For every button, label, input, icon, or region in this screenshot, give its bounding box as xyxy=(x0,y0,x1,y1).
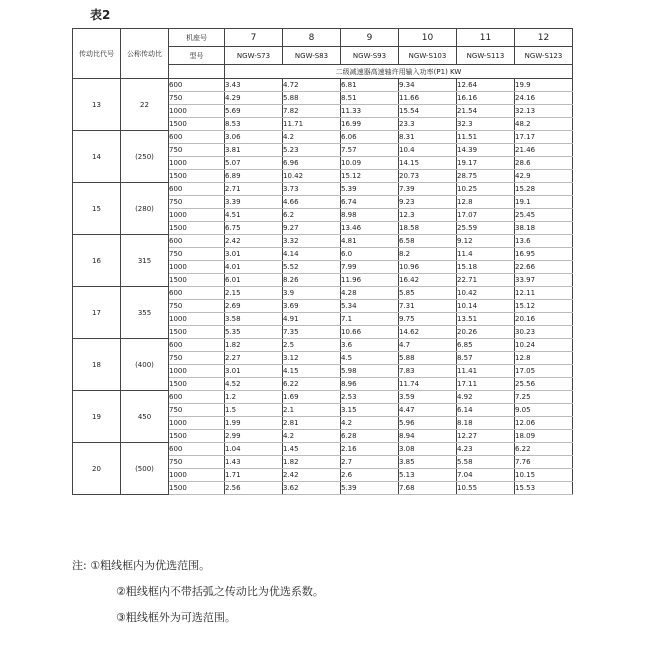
table-row xyxy=(73,235,573,248)
speed-cell: 1500 xyxy=(169,430,225,443)
power-value-cell: 18.58 xyxy=(399,222,457,235)
power-value-cell: 7.57 xyxy=(341,144,399,157)
power-value-cell: 6.14 xyxy=(457,404,515,417)
power-value-cell: 11.33 xyxy=(341,105,399,118)
power-value-cell: 5.58 xyxy=(457,456,515,469)
power-table xyxy=(72,28,573,495)
power-value-cell: 10.14 xyxy=(457,300,515,313)
power-value-cell: 1.71 xyxy=(225,469,283,482)
power-value-cell: 7.83 xyxy=(399,365,457,378)
power-value-cell: 1.43 xyxy=(225,456,283,469)
power-value-cell: 21.54 xyxy=(457,105,515,118)
power-value-cell: 11.66 xyxy=(399,92,457,105)
table-row xyxy=(73,79,573,92)
speed-cell: 750 xyxy=(169,144,225,157)
power-value-cell: 19.1 xyxy=(515,196,573,209)
power-value-cell: 6.89 xyxy=(225,170,283,183)
power-value-cell: 7.35 xyxy=(283,326,341,339)
power-value-cell: 2.71 xyxy=(225,183,283,196)
power-value-cell: 5.39 xyxy=(341,482,399,495)
frame-10: 10 xyxy=(399,29,457,47)
power-value-cell: 33.97 xyxy=(515,274,573,287)
power-value-cell: 11.51 xyxy=(457,131,515,144)
power-value-cell: 5.34 xyxy=(341,300,399,313)
power-value-cell: 5.35 xyxy=(225,326,283,339)
nominal-ratio: 22 xyxy=(121,79,169,131)
speed-cell: 750 xyxy=(169,92,225,105)
power-value-cell: 13.51 xyxy=(457,313,515,326)
power-value-cell: 5.85 xyxy=(399,287,457,300)
power-value-cell: 3.58 xyxy=(225,313,283,326)
power-value-cell: 17.11 xyxy=(457,378,515,391)
power-value-cell: 8.31 xyxy=(399,131,457,144)
nominal-ratio: 450 xyxy=(121,391,169,443)
power-value-cell: 6.06 xyxy=(341,131,399,144)
speed-cell: 750 xyxy=(169,456,225,469)
power-value-cell: 7.04 xyxy=(457,469,515,482)
power-value-cell: 5.88 xyxy=(399,352,457,365)
power-value-cell: 2.42 xyxy=(225,235,283,248)
power-value-cell: 6.96 xyxy=(283,157,341,170)
speed-cell: 1000 xyxy=(169,365,225,378)
power-value-cell: 15.53 xyxy=(515,482,573,495)
power-value-cell: 8.51 xyxy=(341,92,399,105)
model-s113: NGW-S113 xyxy=(457,47,515,65)
power-value-cell: 30.23 xyxy=(515,326,573,339)
speed-cell: 1000 xyxy=(169,313,225,326)
power-value-cell: 3.6 xyxy=(341,339,399,352)
power-value-cell: 4.81 xyxy=(341,235,399,248)
notes xyxy=(72,553,324,631)
speed-cell: 600 xyxy=(169,339,225,352)
frame-11: 11 xyxy=(457,29,515,47)
power-value-cell: 1.2 xyxy=(225,391,283,404)
power-value-cell: 16.95 xyxy=(515,248,573,261)
power-value-cell: 3.01 xyxy=(225,365,283,378)
power-value-cell: 3.73 xyxy=(283,183,341,196)
power-value-cell: 20.73 xyxy=(399,170,457,183)
transmission-code: 14 xyxy=(73,131,121,183)
speed-cell: 1000 xyxy=(169,105,225,118)
power-value-cell: 1.82 xyxy=(225,339,283,352)
power-value-cell: 4.66 xyxy=(283,196,341,209)
power-value-cell: 7.99 xyxy=(341,261,399,274)
power-value-cell: 3.06 xyxy=(225,131,283,144)
power-value-cell: 12.3 xyxy=(399,209,457,222)
power-value-cell: 25.56 xyxy=(515,378,573,391)
power-value-cell: 5.98 xyxy=(341,365,399,378)
power-value-cell: 9.23 xyxy=(399,196,457,209)
power-value-cell: 4.72 xyxy=(283,79,341,92)
page-title: 表2 xyxy=(90,8,111,22)
power-value-cell: 4.47 xyxy=(399,404,457,417)
power-value-cell: 7.25 xyxy=(515,391,573,404)
power-value-cell: 38.18 xyxy=(515,222,573,235)
speed-cell: 1500 xyxy=(169,274,225,287)
power-value-cell: 7.82 xyxy=(283,105,341,118)
power-value-cell: 1.04 xyxy=(225,443,283,456)
note-1 xyxy=(72,553,324,579)
table-row xyxy=(73,339,573,352)
power-value-cell: 8.57 xyxy=(457,352,515,365)
transmission-code: 13 xyxy=(73,79,121,131)
power-value-cell: 11.41 xyxy=(457,365,515,378)
note-prefix: 注: xyxy=(72,559,87,572)
nominal-ratio-header: 公称传动比 xyxy=(121,29,169,79)
speed-cell: 1000 xyxy=(169,157,225,170)
nominal-ratio: (250) xyxy=(121,131,169,183)
speed-cell: 600 xyxy=(169,443,225,456)
power-value-cell: 22.66 xyxy=(515,261,573,274)
power-value-cell: 4.5 xyxy=(341,352,399,365)
power-value-cell: 3.69 xyxy=(283,300,341,313)
note-2: ②粗线框内不带括弧之传动比为优选系数。 xyxy=(116,585,324,598)
power-value-cell: 3.12 xyxy=(283,352,341,365)
power-value-cell: 16.16 xyxy=(457,92,515,105)
power-value-cell: 2.15 xyxy=(225,287,283,300)
power-value-cell: 6.58 xyxy=(399,235,457,248)
power-value-cell: 5.52 xyxy=(283,261,341,274)
power-value-cell: 28.75 xyxy=(457,170,515,183)
note-3: ③粗线框外为可选范围。 xyxy=(116,611,236,624)
power-value-cell: 5.13 xyxy=(399,469,457,482)
power-value-cell: 15.18 xyxy=(457,261,515,274)
speed-cell: 1000 xyxy=(169,209,225,222)
power-value-cell: 11.74 xyxy=(399,378,457,391)
power-value-cell: 3.01 xyxy=(225,248,283,261)
speed-cell: 600 xyxy=(169,183,225,196)
power-value-cell: 10.09 xyxy=(341,157,399,170)
power-value-cell: 21.46 xyxy=(515,144,573,157)
table-row xyxy=(73,391,573,404)
speed-cell: 750 xyxy=(169,248,225,261)
power-value-cell: 14.39 xyxy=(457,144,515,157)
frame-7: 7 xyxy=(225,29,283,47)
power-value-cell: 10.25 xyxy=(457,183,515,196)
power-value-cell: 2.81 xyxy=(283,417,341,430)
table-row xyxy=(73,287,573,300)
power-value-cell: 14.62 xyxy=(399,326,457,339)
power-value-cell: 8.26 xyxy=(283,274,341,287)
frame-header: 机座号 xyxy=(169,29,225,47)
power-value-cell: 4.15 xyxy=(283,365,341,378)
transmission-code: 18 xyxy=(73,339,121,391)
power-value-cell: 2.7 xyxy=(341,456,399,469)
transmission-code: 19 xyxy=(73,391,121,443)
speed-cell: 600 xyxy=(169,391,225,404)
power-value-cell: 7.39 xyxy=(399,183,457,196)
power-value-cell: 5.23 xyxy=(283,144,341,157)
power-value-cell: 6.81 xyxy=(341,79,399,92)
power-value-cell: 6.2 xyxy=(283,209,341,222)
power-value-cell: 6.85 xyxy=(457,339,515,352)
power-value-cell: 11.96 xyxy=(341,274,399,287)
speed-cell: 600 xyxy=(169,235,225,248)
power-value-cell: 7.76 xyxy=(515,456,573,469)
frame-12: 12 xyxy=(515,29,573,47)
power-value-cell: 4.2 xyxy=(283,430,341,443)
speed-cell: 600 xyxy=(169,287,225,300)
power-value-cell: 6.74 xyxy=(341,196,399,209)
power-value-cell: 3.08 xyxy=(399,443,457,456)
power-value-cell: 9.75 xyxy=(399,313,457,326)
power-value-cell: 3.39 xyxy=(225,196,283,209)
table-row xyxy=(73,183,573,196)
speed-cell: 1500 xyxy=(169,482,225,495)
power-value-cell: 16.42 xyxy=(399,274,457,287)
power-value-cell: 4.29 xyxy=(225,92,283,105)
power-caption: 二级减速器高速轴许用输入功率(P1) KW xyxy=(225,65,573,79)
power-value-cell: 2.1 xyxy=(283,404,341,417)
transmission-code: 16 xyxy=(73,235,121,287)
power-value-cell: 6.22 xyxy=(515,443,573,456)
power-value-cell: 9.12 xyxy=(457,235,515,248)
power-value-cell: 10.66 xyxy=(341,326,399,339)
power-value-cell: 25.45 xyxy=(515,209,573,222)
table-row xyxy=(73,131,573,144)
power-value-cell: 48.2 xyxy=(515,118,573,131)
power-value-cell: 4.7 xyxy=(399,339,457,352)
power-value-cell: 12.11 xyxy=(515,287,573,300)
power-value-cell: 6.0 xyxy=(341,248,399,261)
power-value-cell: 17.07 xyxy=(457,209,515,222)
speed-cell: 750 xyxy=(169,404,225,417)
power-value-cell: 3.59 xyxy=(399,391,457,404)
speed-cell: 1500 xyxy=(169,222,225,235)
power-value-cell: 4.23 xyxy=(457,443,515,456)
power-value-cell: 7.1 xyxy=(341,313,399,326)
power-value-cell: 32.13 xyxy=(515,105,573,118)
frame-8: 8 xyxy=(283,29,341,47)
power-value-cell: 2.42 xyxy=(283,469,341,482)
power-value-cell: 2.6 xyxy=(341,469,399,482)
power-value-cell: 4.92 xyxy=(457,391,515,404)
speed-cell: 1500 xyxy=(169,378,225,391)
speed-cell: 1000 xyxy=(169,417,225,430)
power-value-cell: 4.01 xyxy=(225,261,283,274)
power-value-cell: 8.2 xyxy=(399,248,457,261)
speed-cell: 600 xyxy=(169,79,225,92)
power-value-cell: 4.2 xyxy=(283,131,341,144)
power-value-cell: 5.96 xyxy=(399,417,457,430)
power-value-cell: 12.06 xyxy=(515,417,573,430)
power-value-cell: 13.6 xyxy=(515,235,573,248)
model-s83: NGW-S83 xyxy=(283,47,341,65)
model-s123: NGW-S123 xyxy=(515,47,573,65)
transmission-code: 15 xyxy=(73,183,121,235)
power-value-cell: 3.9 xyxy=(283,287,341,300)
power-value-cell: 12.64 xyxy=(457,79,515,92)
power-value-cell: 10.42 xyxy=(457,287,515,300)
power-value-cell: 2.99 xyxy=(225,430,283,443)
power-value-cell: 8.18 xyxy=(457,417,515,430)
power-value-cell: 2.56 xyxy=(225,482,283,495)
nominal-ratio: 315 xyxy=(121,235,169,287)
power-value-cell: 6.75 xyxy=(225,222,283,235)
power-value-cell: 10.24 xyxy=(515,339,573,352)
model-s73: NGW-S73 xyxy=(225,47,283,65)
power-value-cell: 19.9 xyxy=(515,79,573,92)
nominal-ratio: 355 xyxy=(121,287,169,339)
speed-cell: 750 xyxy=(169,196,225,209)
power-value-cell: 5.69 xyxy=(225,105,283,118)
power-value-cell: 8.98 xyxy=(341,209,399,222)
power-value-cell: 17.05 xyxy=(515,365,573,378)
nominal-ratio: (500) xyxy=(121,443,169,495)
frame-9: 9 xyxy=(341,29,399,47)
power-value-cell: 15.54 xyxy=(399,105,457,118)
power-value-cell: 4.2 xyxy=(341,417,399,430)
power-value-cell: 4.52 xyxy=(225,378,283,391)
power-value-cell: 15.12 xyxy=(341,170,399,183)
power-value-cell: 19.17 xyxy=(457,157,515,170)
model-s103: NGW-S103 xyxy=(399,47,457,65)
power-value-cell: 25.59 xyxy=(457,222,515,235)
power-value-cell: 32.3 xyxy=(457,118,515,131)
power-value-cell: 10.96 xyxy=(399,261,457,274)
power-value-cell: 4.91 xyxy=(283,313,341,326)
speed-cell: 1500 xyxy=(169,118,225,131)
power-value-cell: 22.71 xyxy=(457,274,515,287)
transmission-code: 20 xyxy=(73,443,121,495)
model-header: 型号 xyxy=(169,47,225,65)
power-value-cell: 7.68 xyxy=(399,482,457,495)
power-value-cell: 10.42 xyxy=(283,170,341,183)
nominal-ratio: (400) xyxy=(121,339,169,391)
power-value-cell: 2.69 xyxy=(225,300,283,313)
power-value-cell: 10.4 xyxy=(399,144,457,157)
power-value-cell: 14.15 xyxy=(399,157,457,170)
power-value-cell: 1.45 xyxy=(283,443,341,456)
power-value-cell: 13.46 xyxy=(341,222,399,235)
transmission-code: 17 xyxy=(73,287,121,339)
power-value-cell: 18.09 xyxy=(515,430,573,443)
power-value-cell: 4.28 xyxy=(341,287,399,300)
power-value-cell: 12.27 xyxy=(457,430,515,443)
power-value-cell: 8.96 xyxy=(341,378,399,391)
power-value-cell: 1.5 xyxy=(225,404,283,417)
power-value-cell: 1.99 xyxy=(225,417,283,430)
speed-cell: 750 xyxy=(169,300,225,313)
speed-cell: 1000 xyxy=(169,469,225,482)
speed-cell: 600 xyxy=(169,131,225,144)
power-value-cell: 6.01 xyxy=(225,274,283,287)
power-value-cell: 3.85 xyxy=(399,456,457,469)
power-value-cell: 1.69 xyxy=(283,391,341,404)
power-value-cell: 11.71 xyxy=(283,118,341,131)
power-value-cell: 2.16 xyxy=(341,443,399,456)
power-value-cell: 2.27 xyxy=(225,352,283,365)
power-value-cell: 3.32 xyxy=(283,235,341,248)
power-value-cell: 28.6 xyxy=(515,157,573,170)
power-value-cell: 42.9 xyxy=(515,170,573,183)
power-value-cell: 9.05 xyxy=(515,404,573,417)
power-value-cell: 6.22 xyxy=(283,378,341,391)
power-value-cell: 11.4 xyxy=(457,248,515,261)
speed-cell: 1500 xyxy=(169,326,225,339)
power-value-cell: 1.82 xyxy=(283,456,341,469)
power-value-cell: 5.39 xyxy=(341,183,399,196)
power-value-cell: 15.12 xyxy=(515,300,573,313)
power-value-cell: 3.15 xyxy=(341,404,399,417)
power-value-cell: 2.5 xyxy=(283,339,341,352)
power-value-cell: 23.3 xyxy=(399,118,457,131)
power-value-cell: 8.53 xyxy=(225,118,283,131)
power-value-cell: 4.14 xyxy=(283,248,341,261)
nominal-ratio: (280) xyxy=(121,183,169,235)
power-value-cell: 8.94 xyxy=(399,430,457,443)
power-value-cell: 12.8 xyxy=(515,352,573,365)
power-value-cell: 10.55 xyxy=(457,482,515,495)
speed-cell: 1500 xyxy=(169,170,225,183)
power-value-cell: 24.16 xyxy=(515,92,573,105)
power-value-cell: 3.62 xyxy=(283,482,341,495)
power-value-cell: 2.53 xyxy=(341,391,399,404)
power-value-cell: 4.51 xyxy=(225,209,283,222)
power-value-cell: 20.26 xyxy=(457,326,515,339)
speed-cell: 750 xyxy=(169,352,225,365)
speed-cell: 1000 xyxy=(169,261,225,274)
power-value-cell: 5.88 xyxy=(283,92,341,105)
power-value-cell: 16.99 xyxy=(341,118,399,131)
model-s93: NGW-S93 xyxy=(341,47,399,65)
power-value-cell: 20.16 xyxy=(515,313,573,326)
power-value-cell: 9.27 xyxy=(283,222,341,235)
power-value-cell: 5.07 xyxy=(225,157,283,170)
power-value-cell: 3.43 xyxy=(225,79,283,92)
note-1-text: ①粗线框内为优选范围。 xyxy=(90,559,211,572)
power-value-cell: 3.81 xyxy=(225,144,283,157)
power-value-cell: 15.28 xyxy=(515,183,573,196)
power-value-cell: 6.28 xyxy=(341,430,399,443)
table-row xyxy=(73,443,573,456)
power-value-cell: 12.8 xyxy=(457,196,515,209)
power-value-cell: 9.34 xyxy=(399,79,457,92)
transmission-code-header: 传动比代号 xyxy=(73,29,121,79)
power-value-cell: 7.31 xyxy=(399,300,457,313)
power-value-cell: 17.17 xyxy=(515,131,573,144)
power-value-cell: 10.15 xyxy=(515,469,573,482)
